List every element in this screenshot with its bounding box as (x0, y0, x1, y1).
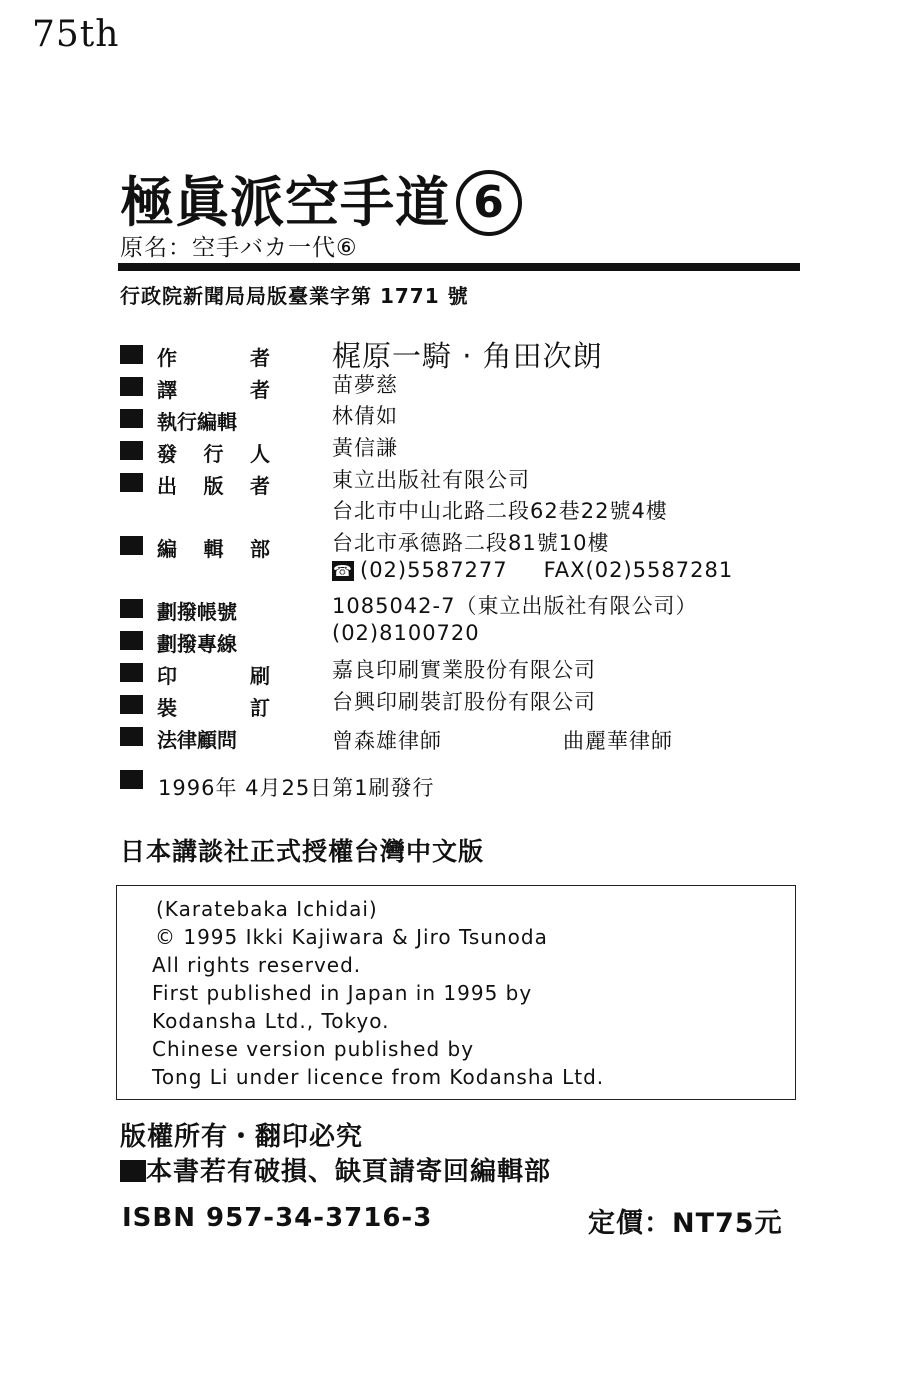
credit-label-translator: 譯 者 (157, 378, 270, 402)
credit-value-editorial: 台北市承德路二段81號10樓 (332, 531, 610, 555)
bullet-square (120, 663, 143, 682)
bullet-square (120, 473, 143, 492)
bullet-square (120, 377, 143, 396)
bullet-square (120, 770, 143, 789)
credit-value-binding: 台興印刷裝訂股份有限公司 (332, 690, 596, 714)
credit-label-editor: 執行編輯 (157, 410, 237, 434)
book-title (120, 160, 522, 237)
credit-label-legal: 法律顧問 (157, 728, 237, 752)
bullet-square (120, 727, 143, 746)
phone-number: (02)5587277 (360, 558, 508, 582)
copyright-line: Chinese version published by (152, 1037, 475, 1061)
license-line: 行政院新聞局局版臺業字第 1771 號 (120, 284, 469, 308)
price: 定價：NT75元 (588, 1208, 783, 1239)
credit-value-author: 梶原一騎 · 角田次朗 (332, 339, 603, 373)
contact-phone-fax (332, 558, 733, 582)
credit-label-publisher-person: 發 行 人 (157, 442, 270, 466)
authorization-statement: 日本講談社正式授權台灣中文版 (120, 837, 485, 866)
bullet-square (120, 1160, 146, 1182)
credit-label-author: 作 者 (157, 346, 270, 370)
damage-notice-text: 本書若有破損、缺頁請寄回編輯部 (146, 1157, 552, 1187)
corner-label: 75th (32, 14, 120, 55)
isbn: ISBN 957-34-3716-3 (122, 1203, 433, 1233)
bullet-square (120, 536, 143, 555)
credit-value-publisher-person: 黃信謙 (332, 436, 398, 460)
rights-reserved: 版權所有・翻印必究 (120, 1122, 364, 1152)
credit-label-publisher: 出 版 者 (157, 474, 270, 498)
credit-label-binding: 裝 訂 (157, 696, 270, 720)
credit-value-giro-line: (02)8100720 (332, 621, 480, 645)
credit-label-giro-line: 劃撥專線 (157, 632, 237, 656)
bullet-square (120, 441, 143, 460)
original-title: 原名：空手バカ一代⑥ (120, 235, 358, 261)
bullet-square (120, 695, 143, 714)
credit-value-legal-1: 曾森雄律師 (332, 729, 442, 753)
copyright-line: Kodansha Ltd., Tokyo. (152, 1009, 390, 1033)
bullet-square (120, 345, 143, 364)
copyright-line: First published in Japan in 1995 by (152, 981, 533, 1005)
credit-value-publisher: 東立出版社有限公司 (332, 468, 530, 492)
bullet-square (120, 599, 143, 618)
first-print-date: 1996年 4月25日第1刷發行 (158, 776, 435, 800)
bullet-square (120, 409, 143, 428)
title-divider (118, 263, 800, 271)
copyright-line: (Karatebaka Ichidai) (156, 897, 378, 921)
copyright-line: All rights reserved. (152, 953, 362, 977)
credit-label-printing: 印 刷 (157, 664, 270, 688)
credit-value-giro-account: 1085042-7（東立出版社有限公司） (332, 594, 698, 618)
credit-label-editorial: 編 輯 部 (157, 537, 270, 561)
phone-icon: ☎ (333, 562, 353, 580)
credit-value-editor: 林倩如 (332, 404, 398, 428)
credit-value-legal-2: 曲麗華律師 (563, 729, 673, 753)
damage-notice (120, 1151, 551, 1188)
title-main: 極眞派空手道 (120, 171, 450, 234)
credit-label-giro-account: 劃撥帳號 (157, 600, 237, 624)
copyright-line: © 1995 Ikki Kajiwara & Jiro Tsunoda (155, 925, 548, 949)
credit-value-publisher-address: 台北市中山北路二段62巷22號4樓 (332, 499, 668, 523)
bullet-square (120, 631, 143, 650)
copyright-line: Tong Li under licence from Kodansha Ltd. (152, 1065, 605, 1089)
credit-value-printing: 嘉良印刷實業股份有限公司 (332, 658, 596, 682)
fax-number: FAX(02)5587281 (543, 558, 734, 582)
credit-value-translator: 苗夢慈 (332, 373, 398, 397)
volume-number-badge: 6 (456, 170, 522, 236)
